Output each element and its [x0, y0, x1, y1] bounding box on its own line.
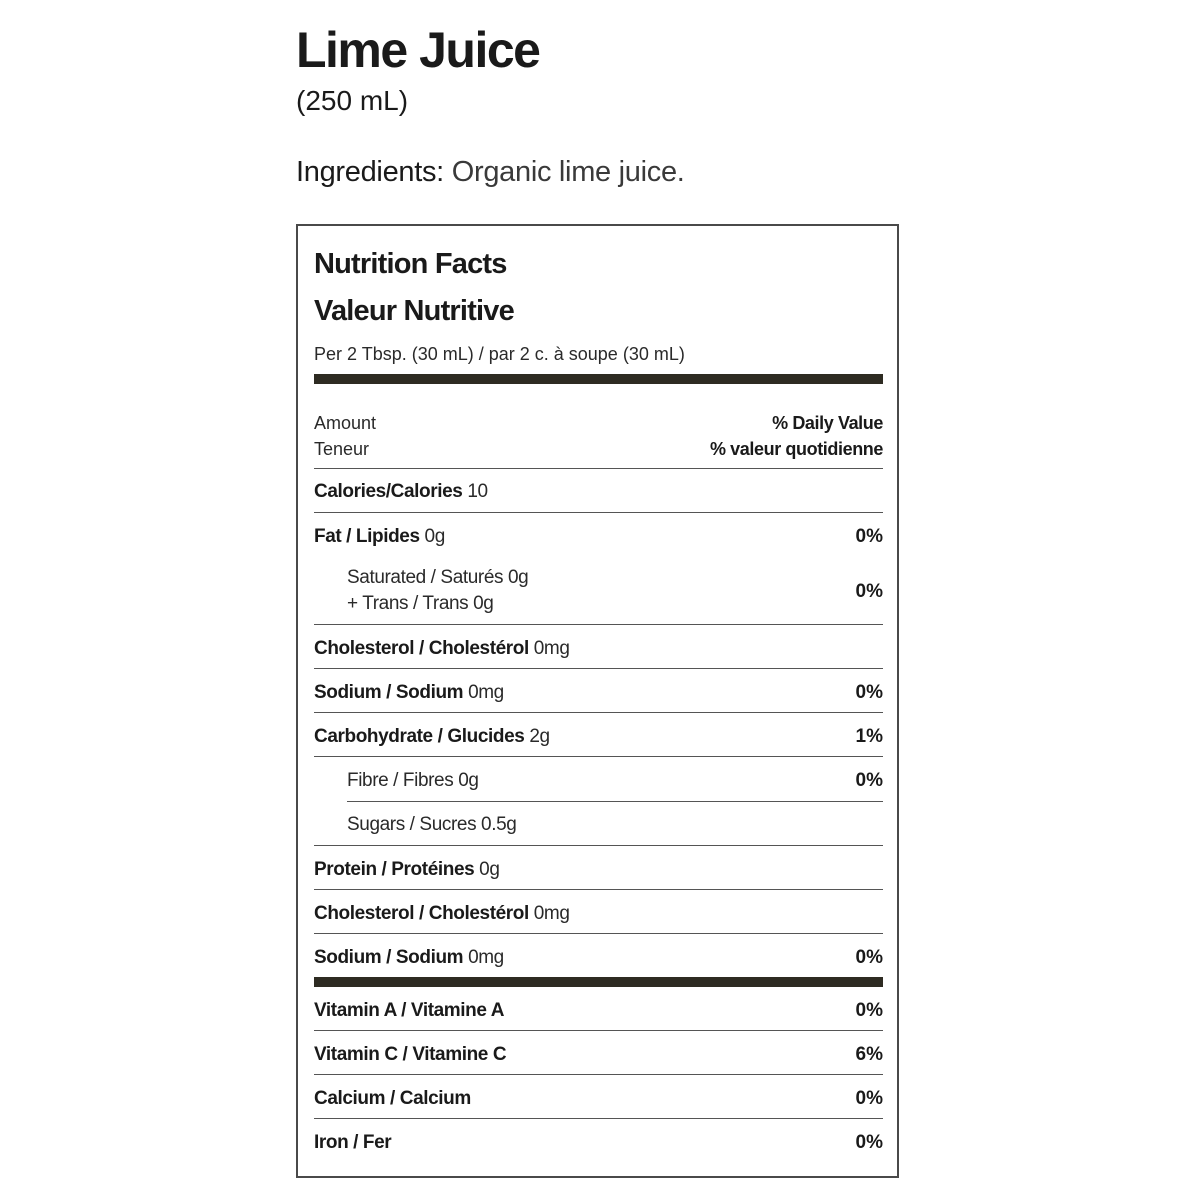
nutrient-row-sugars: [314, 802, 883, 846]
nutrient-name: Sugars / Sucres 0.5g: [347, 814, 517, 835]
ingredients-line: [296, 154, 685, 190]
nutrient-row-cholesterol-2: [314, 890, 883, 934]
nutrient-row-fibre: [314, 757, 883, 801]
vitamin-percent: 6%: [855, 1044, 883, 1065]
nutrient-row-carbohydrate: [314, 713, 883, 757]
vitamin-percent: 0%: [855, 1132, 883, 1153]
nutrient-row-saturated-trans: [314, 557, 883, 625]
vitamin-row-iron: [314, 1119, 883, 1163]
nutrient-percent: 0%: [855, 526, 883, 547]
vitamin-name: Vitamin C / Vitamine C: [314, 1044, 507, 1065]
header-rule: [314, 410, 883, 469]
ingredients-label: Ingredients:: [296, 156, 444, 188]
nutrient-row-sodium-2: [314, 934, 883, 977]
nutrient-percent: 0%: [855, 770, 883, 791]
teneur-label: Teneur: [314, 439, 370, 459]
nutrient-name: Carbohydrate / Glucides 2g: [314, 726, 550, 747]
valeur-nutritive-title: Valeur Nutritive: [314, 295, 514, 327]
vitamin-row-calcium: [314, 1075, 883, 1119]
nutrient-row-cholesterol: [314, 625, 883, 669]
nutrition-facts-title: Nutrition Facts: [314, 248, 507, 280]
nutrient-name: Calories/Calories 10: [314, 481, 488, 502]
ingredients-value: Organic lime juice.: [451, 156, 685, 188]
nutrient-name: Protein / Protéines 0g: [314, 859, 500, 880]
nutrient-percent: 1%: [855, 726, 883, 747]
nutrient-name: Sodium / Sodium 0mg: [314, 682, 504, 703]
nutrient-row-fat: [314, 513, 883, 557]
valeur-quotidienne-label: % valeur quotidienne: [709, 439, 883, 459]
vitamin-row-vitamin-c: [314, 1031, 883, 1075]
thick-divider: [314, 374, 883, 384]
vitamin-name: Vitamin A / Vitamine A: [314, 1000, 505, 1021]
nutrient-row-sodium: [314, 669, 883, 713]
nutrient-row-protein: [314, 846, 883, 890]
serving-size: Per 2 Tbsp. (30 mL) / par 2 c. à soupe (30 mL): [314, 344, 685, 364]
nutrient-name: Sodium / Sodium 0mg: [314, 947, 504, 968]
nutrient-percent: 0%: [855, 947, 883, 968]
product-size: (250 mL): [296, 85, 409, 116]
nutrient-name: Fibre / Fibres 0g: [347, 770, 479, 791]
vitamin-name: Calcium / Calcium: [314, 1088, 471, 1109]
vitamin-name: Iron / Fer: [314, 1132, 392, 1153]
daily-value-label: % Daily Value: [772, 413, 883, 433]
nutrient-name: Fat / Lipides 0g: [314, 526, 445, 547]
nutrient-percent: 0%: [855, 682, 883, 703]
vitamin-row-vitamin-a: [314, 987, 883, 1031]
nutrient-percent: 0%: [855, 581, 883, 602]
nutrient-name: Cholesterol / Cholestérol 0mg: [314, 638, 570, 659]
nutrient-name: Cholesterol / Cholestérol 0mg: [314, 903, 570, 924]
nutrition-facts-panel: [296, 224, 899, 1178]
vitamin-percent: 0%: [855, 1088, 883, 1109]
amount-label: Amount: [314, 413, 377, 433]
vitamin-percent: 0%: [855, 1000, 883, 1021]
thick-divider: [314, 977, 883, 987]
nutrient-row-calories: [314, 469, 883, 513]
product-title: Lime Juice: [296, 22, 540, 78]
trans-line: + Trans / Trans 0g: [347, 593, 494, 614]
saturated-line: Saturated / Saturés 0g: [347, 567, 529, 588]
